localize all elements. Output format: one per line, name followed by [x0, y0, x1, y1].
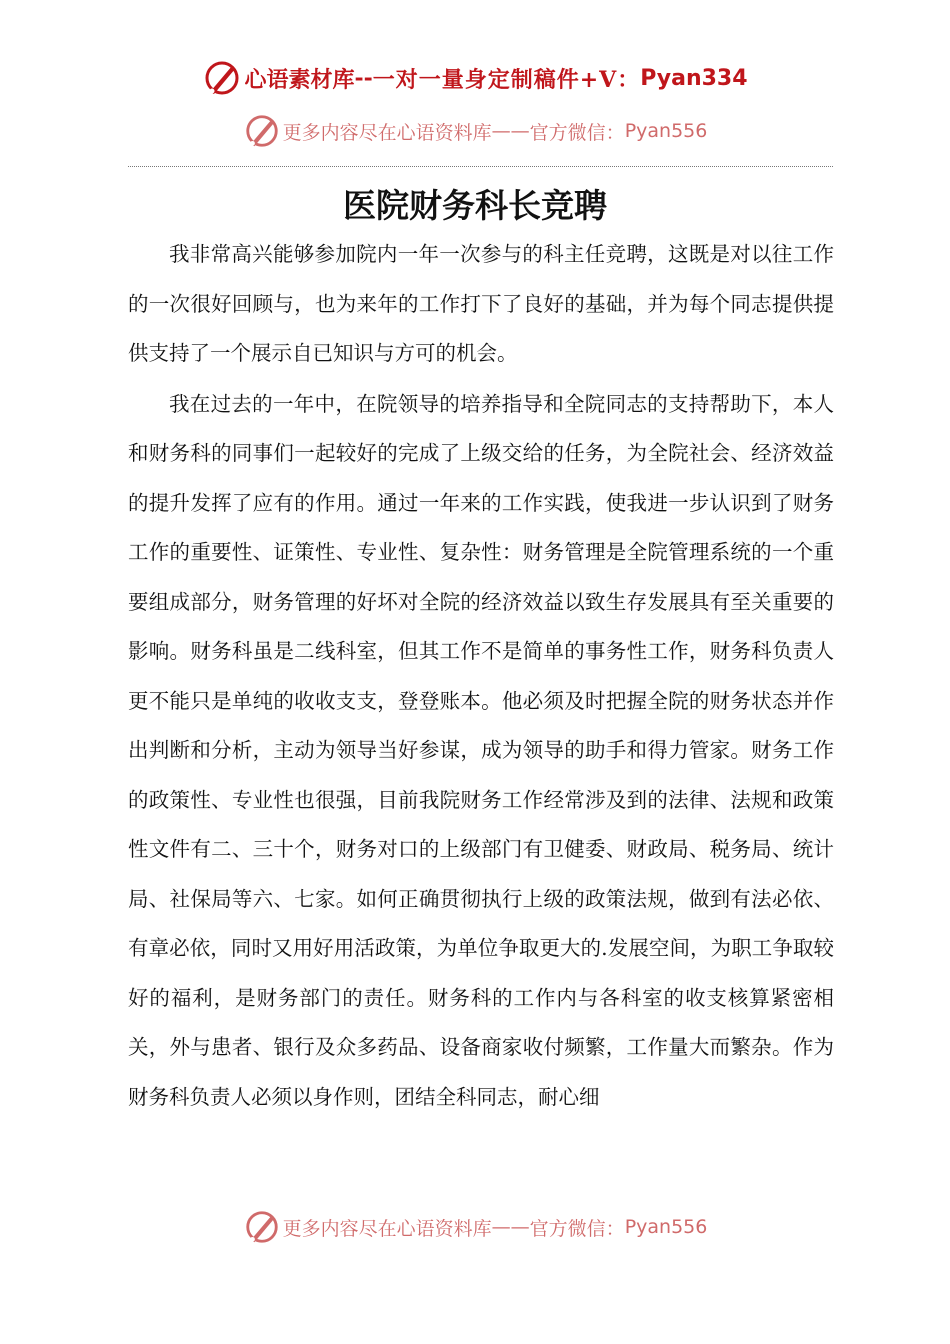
- footer-banner: [0, 1208, 950, 1246]
- footer-text: 更多内容尽在心语资料库: [282, 1217, 492, 1240]
- pen-logo-icon: [202, 58, 242, 98]
- footer-wechat-label: 官方微信：: [529, 1217, 625, 1240]
- footer-dash: ——: [491, 1216, 530, 1238]
- top-banner: [0, 58, 950, 98]
- document-title: 医院财务科长竞聘: [343, 186, 607, 225]
- sub-banner-wechat-id: Pyan556: [624, 120, 708, 142]
- pen-logo-icon: [243, 112, 281, 150]
- document-body: [128, 230, 834, 1122]
- pen-logo-icon: [243, 1208, 281, 1246]
- paragraph: 我在过去的一年中，在院领导的培养指导和全院同志的支持帮助下，本人和财务科的同事们一起较好的完成了上级交给的任务，为全院社会、经济效益的提升发挥了应有的作用。通过一年来的工作实践，使我进一步认识到了财务工作的重要性、证策性、专业性、复杂性：财务管理是全院管理系统的一个重要组成部分，财务管理的好坏对全院的经济效益以致生存发展具有至关重要的影响。财务科虽是二线科室，但其工作不是简单的事务性工作，财务科负责人更不能只是单纯的收收支支，登登账本。他必须及时把握全院的财务状态并作出判断和分析，主动为领导当好参谋，成为领导的助手和得力管家。财务工作的政策性、专业性也很强，目前我院财务工作经常涉及到的法律、法规和政策性文件有二、三十个，财务对口的上级部门有卫健委、财政局、税务局、统计局、社保局等六、七家。如何正确贯彻执行上级的政策法规，做到有法必依、有章必依，同时又用好用活政策，为单位争取更大的.发展空间，为职工争取较好的福利，是财务部门的责任。财务科的工作内与各科室的收支核算紧密相关，外与患者、银行及众多药品、设备商家收付频繁，工作量大而繁杂。作为财务科负责人必须以身作则，团结全科同志，耐心细: [128, 391, 834, 1109]
- brand-separator: --: [354, 65, 373, 91]
- sub-banner-text: 更多内容尽在心语资料库: [282, 121, 492, 144]
- brand-tagline: 一对一量身定制稿件+V：: [372, 66, 641, 93]
- brand-contact: Pyan334: [640, 65, 748, 91]
- footer-wechat-id: Pyan556: [624, 1216, 708, 1238]
- paragraph: 我非常高兴能够参加院内一年一次参与的科主任竞聘，这既是对以往工作的一次很好回顾与，也为来年的工作打下了良好的基础，并为每个同志提供提供支持了一个展示自已知识与方可的机会。: [128, 242, 834, 365]
- header-divider: [128, 166, 833, 167]
- brand-name: 心语素材库: [244, 66, 355, 93]
- sub-banner-wechat-label: 官方微信：: [529, 121, 625, 144]
- sub-banner: [0, 112, 950, 150]
- sub-banner-dash: ——: [491, 120, 530, 142]
